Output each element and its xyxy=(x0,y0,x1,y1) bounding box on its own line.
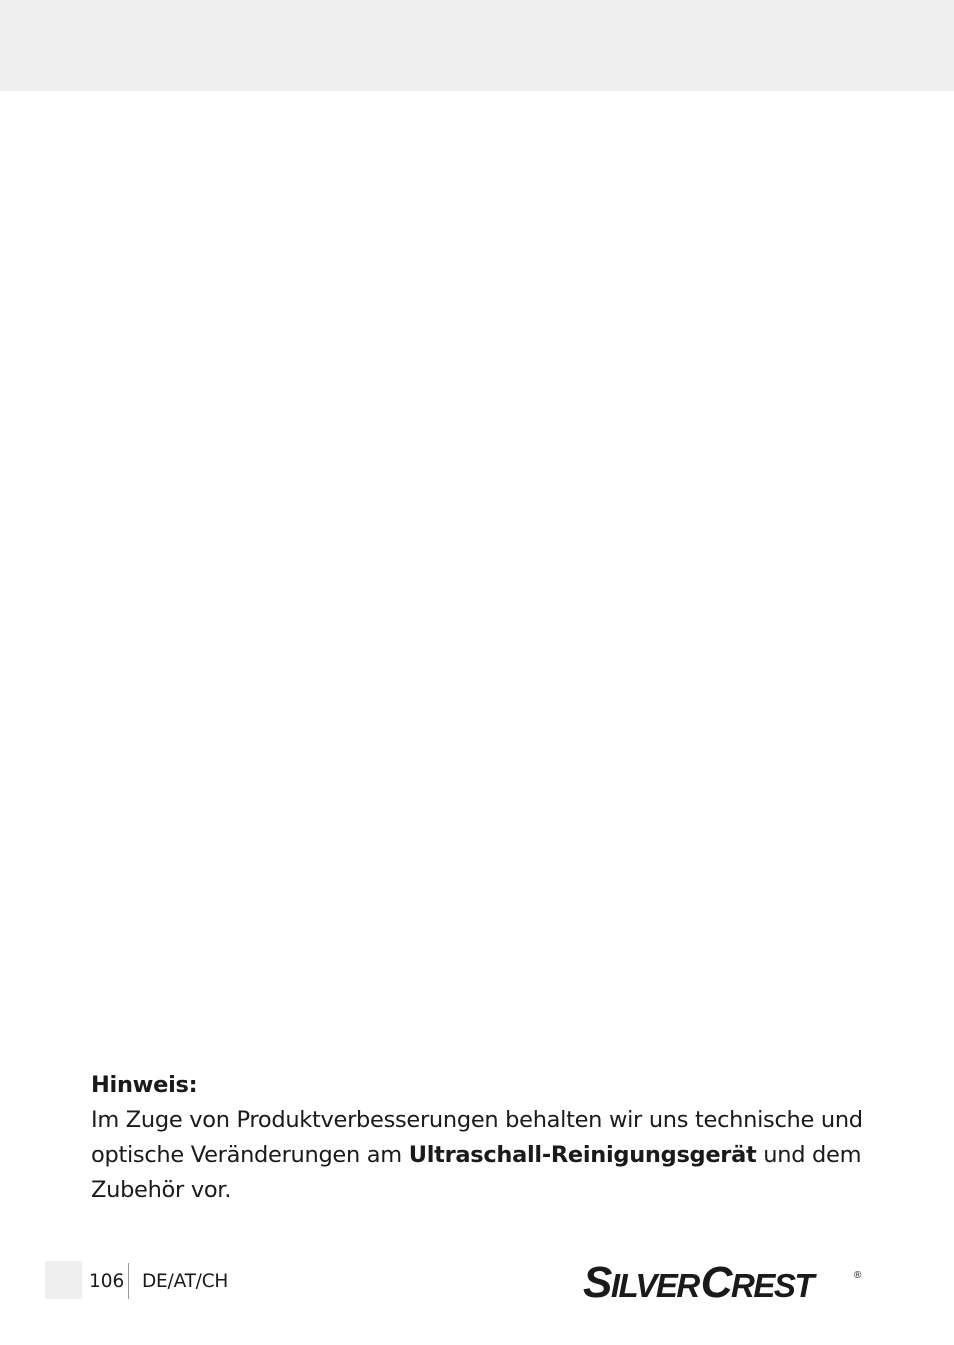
note-product-name: Ultraschall-Reinigungsgerät xyxy=(408,1142,757,1168)
svg-text:®: ® xyxy=(854,1270,862,1281)
note-text-after: und dem Zubehör vor. xyxy=(91,1142,862,1203)
note-body xyxy=(91,1103,881,1208)
note-heading: Hinweis: xyxy=(91,1072,198,1098)
silvercrest-logo xyxy=(583,1258,865,1304)
region-code: DE/AT/CH xyxy=(142,1271,229,1292)
note-text-before: Im Zuge von Produktverbesserungen behalten wir uns technische und optische Veränderungen am xyxy=(91,1107,863,1168)
page-number: 106 xyxy=(89,1271,125,1292)
svg-text:SILVERCREST: SILVERCREST xyxy=(583,1258,814,1304)
note-block xyxy=(91,1068,881,1208)
footer-marker-square xyxy=(45,1261,82,1299)
footer-divider xyxy=(128,1263,129,1299)
top-header-band xyxy=(0,0,954,91)
